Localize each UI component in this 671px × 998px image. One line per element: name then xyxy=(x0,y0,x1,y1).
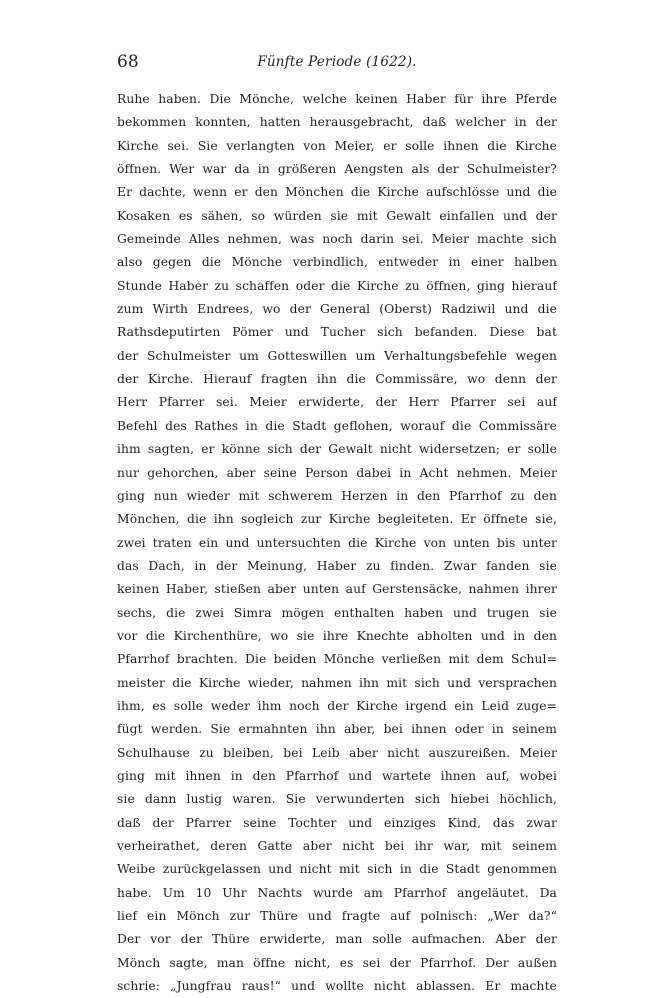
text-line: Schulhause zu bleiben, bei Leib aber nicht auszureißen. Meier xyxy=(117,745,557,760)
text-line: Stunde Haber zu schaffen oder die Kirche zu öffnen, ging hierauf xyxy=(117,278,557,293)
text-line: schrie: „Jungfrau raus!“ und wollte nicht ablassen. Er machte xyxy=(117,979,557,994)
text-line: fügt werden. Sie ermahnten ihn aber, bei ihnen oder in seinem xyxy=(117,722,557,737)
text-line: bekommen konnten, hatten herausgebracht, daß welcher in der xyxy=(117,115,557,130)
text-line: zum Wirth Endrees, wo der General (Oberst) Radziwil und die xyxy=(117,302,557,317)
text-line: Ruhe haben. Die Mönche, welche keinen Haber für ihre Pferde xyxy=(117,92,557,106)
text-line: ging mit ihnen in den Pfarrhof und wartete ihnen auf, wobei xyxy=(117,768,557,783)
text-line: Rathsdeputirten Pömer und Tucher sich befanden. Diese bat xyxy=(117,325,557,340)
text-line: Weibe zurückgelassen und nicht mit sich in die Stadt genommen xyxy=(117,862,557,877)
running-head: Fünfte Periode (1622). xyxy=(257,54,417,70)
text-line: Der vor der Thüre erwiderte, man solle aufmachen. Aber der xyxy=(117,932,557,947)
text-line: daß der Pfarrer seine Tochter und einziges Kind, das zwar xyxy=(117,815,557,830)
text-line: Befehl des Rathes in die Stadt geflohen, worauf die Commissäre xyxy=(117,418,557,433)
text-line: keinen Haber, stießen aber unten auf Gerstensäcke, nahmen ihrer xyxy=(117,582,557,597)
text-line: ging nun wieder mit schwerem Herzen in den Pfarrhof zu den xyxy=(117,488,557,503)
text-line: verheirathet, deren Gatte aber nicht bei ihr war, mit seinem xyxy=(117,839,557,853)
text-line: der Schulmeister um Gotteswillen um Verhaltungsbefehle wegen xyxy=(117,348,557,363)
text-line: Mönch sagte, man öffne nicht, es sei der Pfarrhof. Der außen xyxy=(117,955,557,970)
text-line: Kosaken es sähen, so würden sie mit Gewalt einfallen und der xyxy=(117,208,557,223)
text-line: sechs, die zwei Simra mögen enthalten haben und trugen sie xyxy=(117,605,557,620)
text-line: Mönchen, die ihn sogleich zur Kirche begleiteten. Er öffnete sie, xyxy=(117,512,557,527)
text-line: also gegen die Mönche verbindlich, entweder in einer halben xyxy=(117,255,557,270)
text-line: Kirche sei. Sie verlangten von Meier, er solle ihnen die Kirche xyxy=(117,138,557,153)
text-line: ihm, es solle weder ihm noch der Kirche irgend ein Leid zuge= xyxy=(117,698,557,713)
text-line: ihm sagten, er könne sich der Gewalt nicht widersetzen; er solle xyxy=(117,442,557,457)
text-line: Herr Pfarrer sei. Meier erwiderte, der Herr Pfarrer sei auf xyxy=(117,395,557,410)
page-header xyxy=(117,50,557,76)
text-line: sie dann lustig waren. Sie verwunderten sich hiebei höchlich, xyxy=(117,792,557,807)
text-line: Gemeinde Alles nehmen, was noch darin sei. Meier machte sich xyxy=(117,232,557,247)
text-line: öffnen. Wer war da in größeren Aengsten als der Schulmeister? xyxy=(117,162,557,177)
text-line: das Dach, in der Meinung, Haber zu finden. Zwar fanden sie xyxy=(117,558,557,573)
text-line: Er dachte, wenn er den Mönchen die Kirche aufschlösse und die xyxy=(117,185,557,200)
body-text xyxy=(117,88,557,998)
text-line: habe. Um 10 Uhr Nachts wurde am Pfarrhof angeläutet. Da xyxy=(117,885,557,900)
text-line: vor die Kirchenthüre, wo sie ihre Knechte abholten und in den xyxy=(117,628,557,643)
page-number: 68 xyxy=(117,52,139,72)
text-line: nur gehorchen, aber seine Person dabei in Acht nehmen. Meier xyxy=(117,465,557,480)
text-line: zwei traten ein und untersuchten die Kirche von unten bis unter xyxy=(117,535,557,550)
text-line: Pfarrhof brachten. Die beiden Mönche verließen mit dem Schul= xyxy=(117,652,557,667)
text-line: lief ein Mönch zur Thüre und fragte auf polnisch: „Wer da?“ xyxy=(117,909,557,924)
text-line: meister die Kirche wieder, nahmen ihn mit sich und versprachen xyxy=(117,675,557,690)
text-line: der Kirche. Hierauf fragten ihn die Commissäre, wo denn der xyxy=(117,372,557,387)
